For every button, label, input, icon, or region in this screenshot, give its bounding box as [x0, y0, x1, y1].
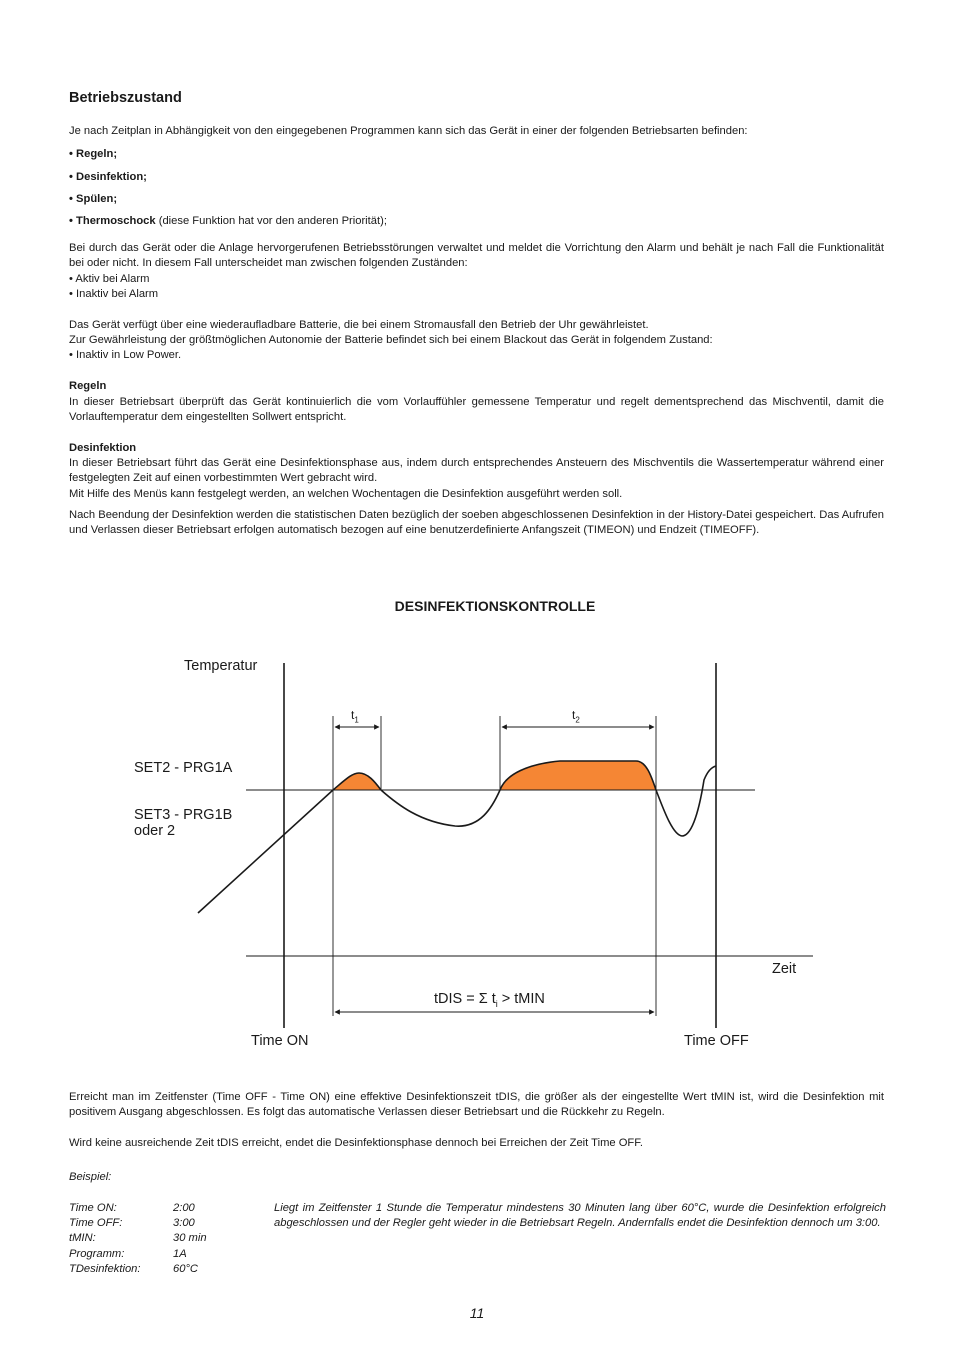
example-key: Programm: [69, 1248, 125, 1260]
mode-label: • Desinfektion; [69, 171, 147, 183]
result-paragraph: Erreicht man im Zeitfenster (Time OFF - Time ON) eine effektive Desinfektionszeit tDIS, die größer als der eingestellte Wert tMIN ist, wird die Desinfektion mit positivem Ausgang abgeschlossen. Es folgt das automatische Verlassen dieser Betriebsart und die Rückkehr zu Regeln. [69, 1091, 884, 1119]
temperature-axis-label: Temperatur [184, 658, 258, 674]
t1-label: $t_1$ [351, 708, 359, 725]
time-on-label: Time ON [251, 1033, 309, 1049]
desinfektion-text: In dieser Betriebsart führt das Gerät eine Desinfektionsphase aus, indem durch entsprechendes Ansteuern des Mischventils die Wassertemperatur während einer festgelegten Zeit auf einen vorbestimmten Wert gebracht wird. [69, 457, 884, 485]
set3-label-line2: oder 2 [134, 823, 176, 839]
example-value: 60°C [173, 1263, 198, 1275]
desinfektion-text: Mit Hilfe des Menüs kann festgelegt werden, an welchen Wochentagen die Desinfektion ausgeführt werden soll. [69, 488, 623, 500]
example-description: Liegt im Zeitfenster 1 Stunde die Temperatur mindestens 30 Minuten lang über 60°C, wurde die Desinfektion erfolgreich abgeschlossen und der Regler geht wieder in die Betriebsart Regeln. Andernfalls endet die Desinfektion dennoch um 3:00. [274, 1202, 886, 1230]
regeln-text: In dieser Betriebsart überprüft das Gerät kontinuierlich die vom Vorlauffühler gemessene Temperatur und regelt dementsprechend das Mischventil, damit die Vorlauftemperatur dem eingestellten Sollwert entspricht. [69, 396, 884, 424]
example-key: tMIN: [69, 1232, 96, 1244]
mode-note: (diese Funktion hat vor den anderen Priorität); [155, 215, 387, 227]
section-heading: Betriebszustand [69, 90, 182, 106]
time-off-label: Time OFF [684, 1033, 749, 1049]
tdis-formula: tDIS = Σ $t_i$ > tMIN [434, 991, 545, 1009]
page-number: 11 [469, 1305, 485, 1321]
example-value: 1A [173, 1248, 187, 1260]
set3-label: SET3 - PRG1B [134, 807, 233, 823]
mode-label: • Thermoschock [69, 215, 156, 227]
desinfektion-title: Desinfektion [69, 442, 137, 454]
battery-line: • Inaktiv in Low Power. [69, 349, 182, 361]
alarm-state-active: • Aktiv bei Alarm [69, 273, 150, 285]
intro-paragraph: Je nach Zeitplan in Abhängigkeit von den eingegebenen Programmen kann sich das Gerät in einer der folgenden Betriebsarten befinden: [69, 125, 748, 137]
battery-line: Zur Gewährleistung der größtmöglichen Autonomie der Batterie befindet sich bei einem Blackout das Gerät in folgendem Zustand: [69, 334, 713, 346]
example-title: Beispiel: [69, 1171, 112, 1183]
example-value: 30 min [173, 1232, 207, 1244]
desinfektion-text: Nach Beendung der Desinfektion werden die statistischen Daten bezüglich der soeben abgeschlossenen Desinfektion in der History-Datei gespeichert. Das Aufrufen und Verlassen dieser Betriebsart erfolgen automatisch bezogen auf eine benutzerdefinierte Anfangszeit (TIMEON) und Endzeit (TIMEOFF). [69, 509, 884, 537]
diagram-title: DESINFEKTIONSKONTROLLE [394, 598, 596, 614]
time-axis-label: Zeit [772, 961, 797, 977]
set2-label: SET2 - PRG1A [134, 760, 233, 776]
alarm-state-inactive: • Inaktiv bei Alarm [69, 288, 159, 300]
mode-label: • Spülen; [69, 193, 118, 205]
example-value: 3:00 [173, 1217, 195, 1229]
example-key: Time ON: [69, 1202, 117, 1214]
t2-label: $t_2$ [572, 708, 580, 725]
regeln-title: Regeln [69, 380, 107, 392]
example-value: 2:00 [173, 1202, 195, 1214]
battery-line: Das Gerät verfügt über eine wiederaufladbare Batterie, die bei einem Stromausfall den Betrieb der Uhr gewährleistet. [69, 319, 649, 331]
alarm-paragraph: Bei durch das Gerät oder die Anlage hervorgerufenen Betriebsstörungen verwaltet und meldet die Vorrichtung den Alarm und behält je nach Fall die Funktionalität bei oder nicht. In diesem Fall unterscheidet man zwischen folgenden Zuständen: [69, 242, 884, 270]
timeout-paragraph: Wird keine ausreichende Zeit tDIS erreicht, endet die Desinfektionsphase dennoch bei Erreichen der Zeit Time OFF. [69, 1137, 643, 1149]
disinfection-area-t2 [500, 761, 656, 790]
mode-label: • Regeln; [69, 148, 118, 160]
example-key: Time OFF: [69, 1217, 123, 1229]
example-key: TDesinfektion: [69, 1263, 141, 1275]
